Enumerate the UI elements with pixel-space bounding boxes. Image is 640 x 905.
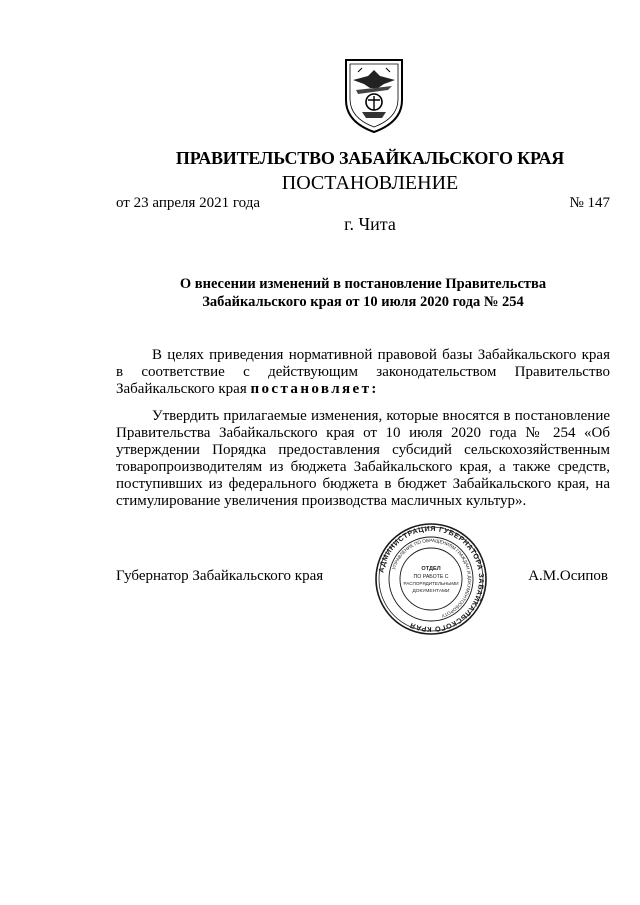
resolves-keyword: постановляет:: [250, 381, 379, 397]
document-title-line-2: Забайкальского края от 10 июля 2020 года № 254: [202, 294, 524, 310]
stamp-center-line-4: ДОКУМЕНТАМИ: [412, 589, 450, 594]
signatory-title: Губернатор Забайкальского края: [116, 568, 324, 584]
document-title-line-1: О внесении изменений в постановление Правительства: [179, 276, 547, 292]
document-number: № 147: [569, 195, 610, 211]
official-stamp: [374, 522, 488, 636]
coat-of-arms-emblem: [338, 56, 410, 136]
preamble-paragraph: [116, 347, 610, 398]
stamp-center-line-1: ОТДЕЛ: [421, 566, 441, 572]
document-date: от 23 апреля 2021 года: [116, 195, 261, 211]
signatory-name: А.М.Осипов: [528, 568, 608, 584]
stamp-inner-text: УПРАВЛЕНИЕ ПО ОБРАЩЕНИЯМ ГРАЖДАН И ДОКУМЕНТООБОРОТУ: [391, 537, 473, 619]
stamp-center-line-2: ПО РАБОТЕ С: [413, 574, 449, 580]
document-title: [116, 275, 610, 311]
stamp-center-line-3: РАСПОРЯДИТЕЛЬНЫМИ: [403, 581, 459, 586]
stamp-outer-text: АДМИНИСТРАЦИЯ ГУБЕРНАТОРА ЗАБАЙКАЛЬСКОГО КРАЯ: [376, 523, 487, 635]
preamble-text: В целях приведения нормативной правовой базы Забайкальского края в соответствие с действующим законодательством Правительство Забайкальского края: [116, 347, 610, 397]
document-city: г. Чита: [344, 214, 396, 234]
government-name: ПРАВИТЕЛЬСТВО ЗАБАЙКАЛЬСКОГО КРАЯ: [175, 148, 565, 168]
document-type: ПОСТАНОВЛЕНИЕ: [281, 172, 459, 194]
operative-paragraph: Утвердить прилагаемые изменения, которые вносятся в постановление Правительства Забайкальского края от 10 июля 2020 года № 254 «Об утверждении Порядка предоставления субсидий сельскохозяйственным товаропроизводителям из бюджета Забайкальского края, а также средств, поступивших из федерального бюджета в бюджет Забайкальского края, на стимулирование увеличения производства масличных культур».: [116, 408, 610, 509]
